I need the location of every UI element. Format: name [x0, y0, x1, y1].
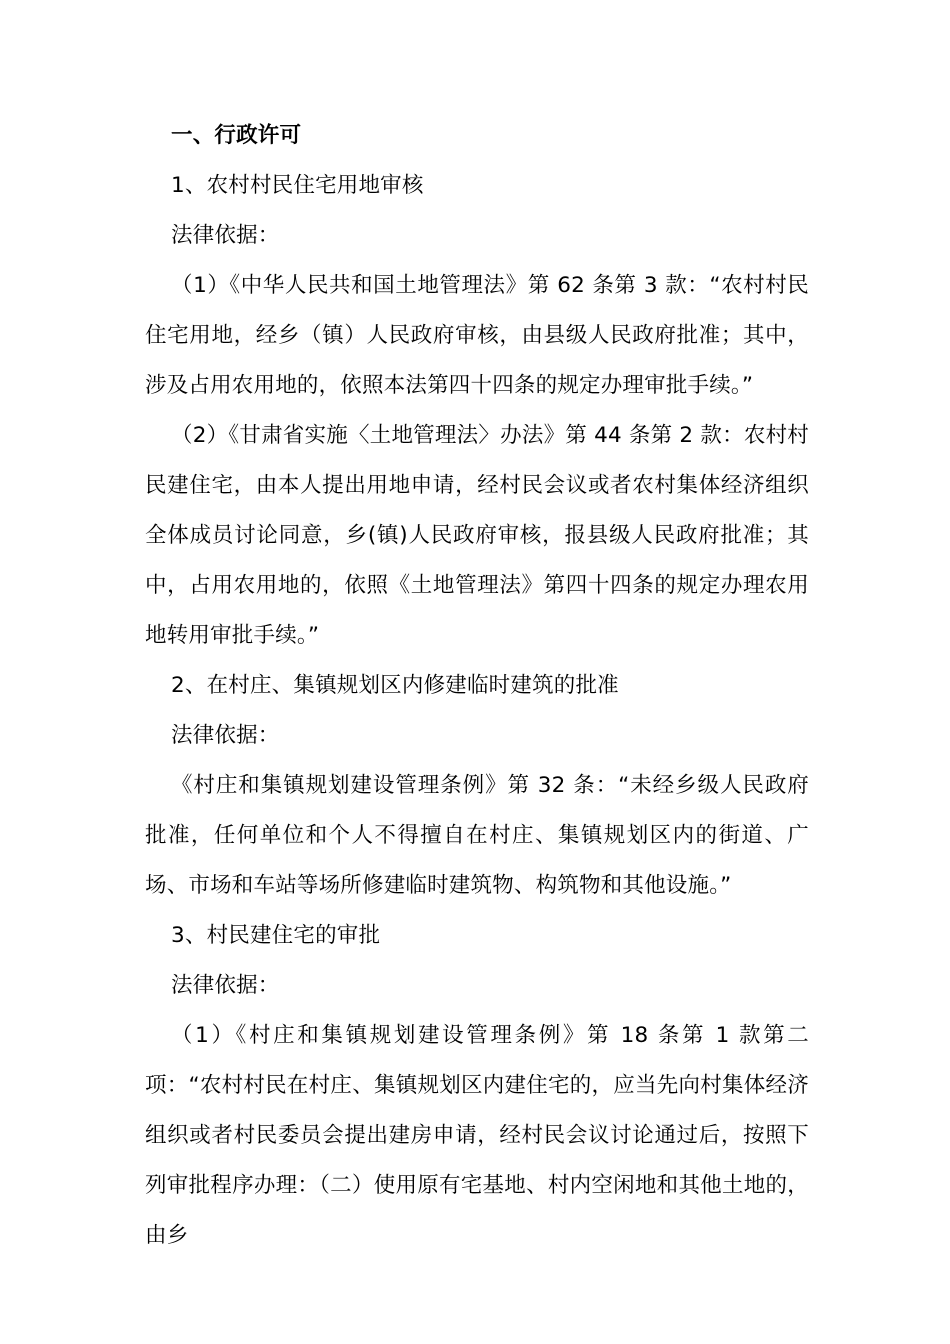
item-3-title: 3、村民建住宅的审批	[171, 923, 381, 948]
item-1-clause-1: （1）《中华人民共和国土地管理法》第 62 条第 3 款：“农村村民住宅用地，经乡（镇）人民政府审核，由县级人民政府批准；其中，涉及占用农用地的，依照本法第四十四条的规定办理审批手续。”	[145, 273, 809, 398]
item-2-clause: 《村庄和集镇规划建设管理条例》第 32 条：“未经乡级人民政府批准，任何单位和个人不得擅自在村庄、集镇规划区内的街道、广场、市场和车站等场所修建临时建筑物、构筑物和其他设施。”	[145, 773, 809, 898]
item-2-title: 2、在村庄、集镇规划区内修建临时建筑的批准	[171, 673, 619, 698]
item-1-title: 1、农村村民住宅用地审核	[171, 173, 424, 198]
item-2-legal-basis-label: 法律依据：	[171, 723, 280, 748]
item-3-legal-basis-label: 法律依据：	[171, 973, 280, 998]
document-body	[145, 111, 809, 1261]
item-1-clause-2: （2）《甘肃省实施〈土地管理法〉办法》第 44 条第 2 款：农村村民建住宅，由本人提出用地申请，经村民会议或者农村集体经济组织全体成员讨论同意，乡(镇)人民政府审核，报县级人民政府批准；其中，占用农用地的，依照《土地管理法》第四十四条的规定办理农用地转用审批手续。”	[145, 423, 809, 648]
item-3-clause-1: （1）《村庄和集镇规划建设管理条例》第 18 条第 1 款第二项：“农村村民在村庄、集镇规划区内建住宅的，应当先向村集体经济组织或者村民委员会提出建房申请，经村民会议讨论通过后，按照下列审批程序办理：（二）使用原有宅基地、村内空闲地和其他土地的，由乡	[145, 1023, 809, 1248]
section-heading: 一、行政许可	[171, 123, 302, 148]
item-1-legal-basis-label: 法律依据：	[171, 223, 280, 248]
